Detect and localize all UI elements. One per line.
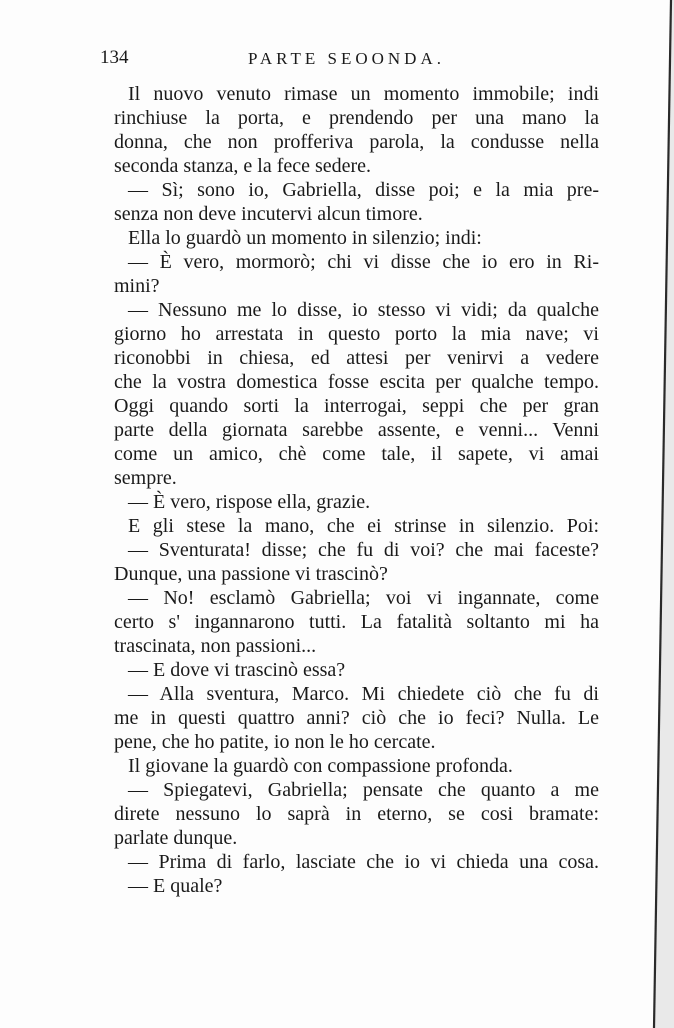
text-line: direte nessuno lo saprà in eterno, se cosi bramate: — [114, 803, 599, 825]
text-line: Il nuovo venuto rimase un momento immobile; indi — [128, 83, 599, 105]
text-line: — È vero, mormorò; chi vi disse che io ero in Ri- — [128, 251, 599, 273]
text-line: rinchiuse la porta, e prendendo per una mano la — [114, 107, 599, 129]
text-line: parte della giornata sarebbe assente, e venni... Venni — [114, 419, 599, 441]
text-line: giorno ho arrestata in questo porto la mia nave; vi — [114, 323, 599, 345]
text-line: — E quale? — [128, 875, 223, 897]
text-line: Dunque, una passione vi trascinò? — [114, 563, 388, 585]
text-line: — È vero, rispose ella, grazie. — [128, 491, 371, 513]
text-line: donna, che non profferiva parola, la condusse nella — [114, 131, 599, 153]
text-line: Il giovane la guardò con compassione profonda. — [128, 755, 513, 777]
page-number: 134 — [100, 47, 129, 68]
text-line: sempre. — [114, 467, 177, 489]
text-line: Oggi quando sorti la interrogai, seppi che per gran — [114, 395, 599, 417]
text-line: — Spiegatevi, Gabriella; pensate che quanto a me — [128, 779, 599, 801]
text-line: come un amico, chè come tale, il sapete, vi amai — [114, 443, 599, 465]
text-line: — Nessuno me lo disse, io stesso vi vidi; da qualche — [128, 299, 599, 321]
page-border-line — [654, 0, 671, 1028]
text-line: me in questi quattro anni? ciò che io feci? Nulla. Le — [114, 707, 599, 729]
text-line: — Prima di farlo, lasciate che io vi chieda una cosa. — [128, 851, 599, 873]
text-line: pene, che ho patite, io non le ho cercate. — [114, 731, 436, 753]
text-line: — No! esclamò Gabriella; voi vi ingannate, come — [128, 587, 599, 609]
text-line: trascinata, non passioni... — [114, 635, 317, 657]
text-line: — Alla sventura, Marco. Mi chiedete ciò che fu di — [128, 683, 599, 705]
text-line: che la vostra domestica fosse escita per qualche tempo. — [114, 371, 599, 393]
text-line: Ella lo guardò un momento in silenzio; indi: — [128, 227, 482, 249]
running-title: PARTE SEOONDA. — [248, 49, 445, 68]
binding-shadow — [655, 0, 674, 1028]
text-line: riconobbi in chiesa, ed attesi per venirvi a vedere — [114, 347, 599, 369]
text-line: certo s' ingannarono tutti. La fatalità soltanto mi ha — [114, 611, 599, 633]
text-line: senza non deve incutervi alcun timore. — [114, 203, 423, 225]
text-line: — Sventurata! disse; che fu di voi? che mai faceste? — [128, 539, 599, 561]
text-line: parlate dunque. — [114, 827, 238, 849]
text-line: mini? — [114, 275, 160, 297]
text-line: E gli stese la mano, che ei strinse in silenzio. Poi: — [128, 515, 599, 537]
body-text — [114, 82, 599, 898]
running-header — [100, 47, 600, 73]
text-line: — E dove vi trascinò essa? — [128, 659, 346, 681]
text-line: — Sì; sono io, Gabriella, disse poi; e la mia pre- — [128, 179, 599, 201]
text-line: seconda stanza, e la fece sedere. — [114, 155, 372, 177]
